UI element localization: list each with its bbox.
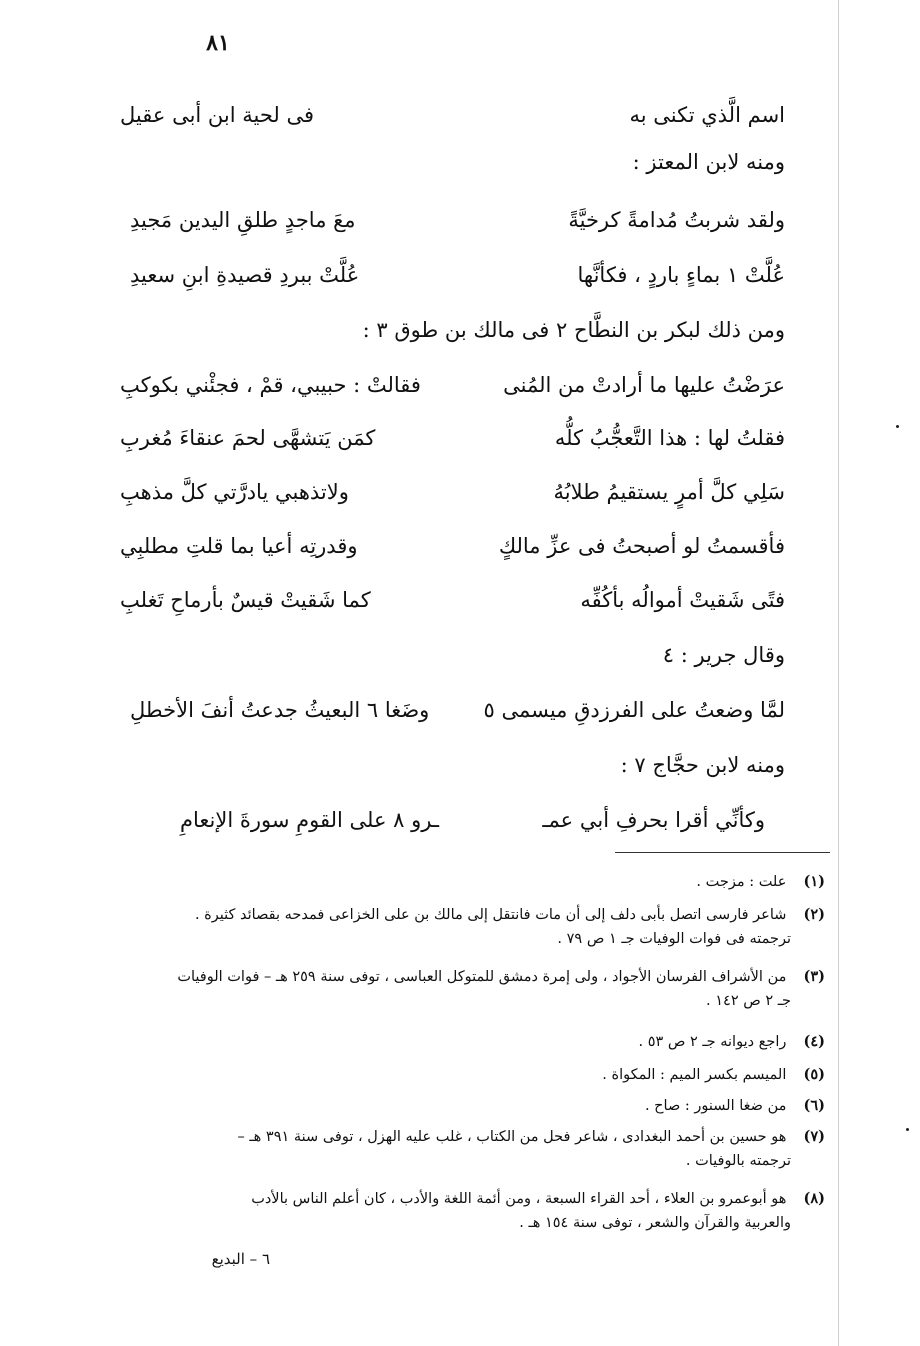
footnote-text: الميسم بكسر الميم : المكواة .	[602, 1067, 787, 1083]
prose-line-intro-2: ومن ذلك لبكر بن النطَّاح ٢ فى مالك بن طوق ٣ :	[362, 318, 785, 342]
footnote-number: (٥)	[803, 1066, 825, 1083]
footnote-number: (٤)	[803, 1033, 825, 1050]
scan-dot	[906, 1128, 909, 1131]
verse-line-10	[180, 800, 765, 840]
footnote-continuation: والعربية والقرآن والشعر ، توفى سنة ١٥٤ هـ .	[519, 1215, 791, 1231]
verse-left-hemistich: عُلَّتْ ببردِ قصيدةِ ابنِ سعيدِ	[130, 263, 360, 287]
footnote-8	[100, 1187, 825, 1235]
verse-line-6	[120, 472, 785, 512]
footnote-6	[100, 1094, 825, 1118]
verse-line-4	[120, 365, 785, 405]
footnote-7	[100, 1125, 825, 1173]
verse-line-2	[130, 200, 785, 240]
footnote-5	[100, 1063, 825, 1087]
scan-dot	[896, 425, 899, 428]
footnote-number: (١)	[803, 873, 825, 890]
footnote-text: من الأشراف الفرسان الأجواد ، ولى إمرة دمشق للمتوكل العباسى ، توفى سنة ٢٥٩ هـ – فوات الوفيات	[177, 969, 787, 985]
verse-right-hemistich: عرَضْتُ عليها ما أرادتْ من المُنى	[503, 373, 785, 397]
verse-right-hemistich: وكأنِّي أقرا بحرفِ أبي عمـ	[542, 808, 765, 832]
verse-line-7	[120, 526, 785, 566]
verse-line-9	[130, 690, 785, 730]
verse-right-hemistich: ولقد شربتُ مُدامةً كرخيَّةً	[568, 208, 785, 232]
footnote-number: (٣)	[803, 968, 825, 985]
verse-line-1	[120, 95, 785, 135]
verse-right-hemistich: فأقسمتُ لو أصبحتُ فى عزِّ مالكٍ	[498, 534, 785, 558]
verse-left-hemistich: كما شَقيتْ قيسٌ بأرماحِ تَغلبِ	[120, 588, 371, 612]
footnote-number: (٦)	[803, 1097, 825, 1114]
signature-mark: ٦ – البديع	[211, 1250, 270, 1268]
verse-right-hemistich: فقلتُ لها : هذا التَّعجُّبُ كلُّه	[554, 426, 785, 450]
verse-left-hemistich: وضَغا ٦ البعيثُ جدعتُ أنفَ الأخطلِ	[130, 698, 430, 722]
prose-line-intro-1: ومنه لابن المعتز :	[632, 150, 785, 174]
verse-line-8	[120, 580, 785, 620]
verse-right-hemistich: سَلِي كلَّ أمرٍ يستقيمُ طلابُهُ	[553, 480, 785, 504]
footnote-text: من ضغا السنور : صاح .	[644, 1098, 787, 1114]
verse-left-hemistich: ولاتذهبي يادرَّتي كلَّ مذهبِ	[120, 480, 349, 504]
footnote-4	[100, 1030, 825, 1054]
verse-line-5	[120, 418, 785, 458]
verse-left-hemistich: معَ ماجدٍ طلقِ اليدين مَجيدِ	[130, 208, 356, 232]
verse-right-hemistich: لمَّا وضعتُ على الفرزدقِ ميسمى ٥	[483, 698, 785, 722]
verse-left-hemistich: فقالتْ : حبيبي، قمْ ، فجئْني بكوكبِ	[120, 373, 421, 397]
page-number: ٨١	[206, 30, 230, 56]
footnote-continuation: ترجمته بالوفيات .	[685, 1153, 791, 1169]
prose-line-intro-3: وقال جرير : ٤	[662, 643, 785, 667]
footnote-text: هو حسين بن أحمد البغدادى ، شاعر فحل من الكتاب ، غلب عليه الهزل ، توفى سنة ٣٩١ هـ –	[237, 1129, 787, 1145]
footnote-2	[100, 903, 825, 951]
footnote-text: شاعر فارسى اتصل بأبى دلف إلى أن مات فانتقل إلى مالك بن على الخزاعى فمدحه بقصائد كثيرة .	[194, 907, 787, 923]
page-edge-line	[838, 0, 839, 1346]
verse-left-hemistich: فى لحية ابن أبى عقيل	[120, 103, 315, 127]
verse-right-hemistich: اسم الَّذي تكنى به	[629, 103, 785, 127]
prose-line-intro-4: ومنه لابن حجَّاج ٧ :	[620, 753, 785, 777]
footnote-3	[100, 965, 825, 1013]
footnote-1	[100, 870, 825, 894]
verse-line-3	[130, 255, 785, 295]
footnote-text: علت : مزجت .	[696, 874, 787, 890]
footnote-text: راجع ديوانه جـ ٢ ص ٥٣ .	[638, 1034, 787, 1050]
footnote-number: (٨)	[803, 1190, 825, 1207]
footnote-number: (٢)	[803, 906, 825, 923]
verse-left-hemistich: كمَن يَتشهَّى لحمَ عنقاءَ مُغربِ	[120, 426, 376, 450]
verse-right-hemistich: عُلَّتْ ١ بماءٍ باردٍ ، فكأنَّها	[577, 263, 785, 287]
footnote-separator	[615, 852, 830, 853]
verse-left-hemistich: ـرو ٨ على القومِ سورةَ الإنعامِ	[180, 808, 440, 832]
footnote-number: (٧)	[803, 1128, 825, 1145]
verse-left-hemistich: وقدرتِه أعيا بما قلتِ مطلبِي	[120, 534, 358, 558]
footnote-continuation: جـ ٢ ص ١٤٢ .	[706, 993, 791, 1009]
verse-right-hemistich: فتًى شَقيتْ أموالُه بأكُفِّه	[580, 588, 785, 612]
footnote-continuation: ترجمته فى فوات الوفيات جـ ١ ص ٧٩ .	[557, 931, 791, 947]
footnote-text: هو أبوعمرو بن العلاء ، أحد القراء السبعة ، ومن أئمة اللغة والأدب ، كان أعلم الناس بالأدب	[251, 1191, 787, 1207]
